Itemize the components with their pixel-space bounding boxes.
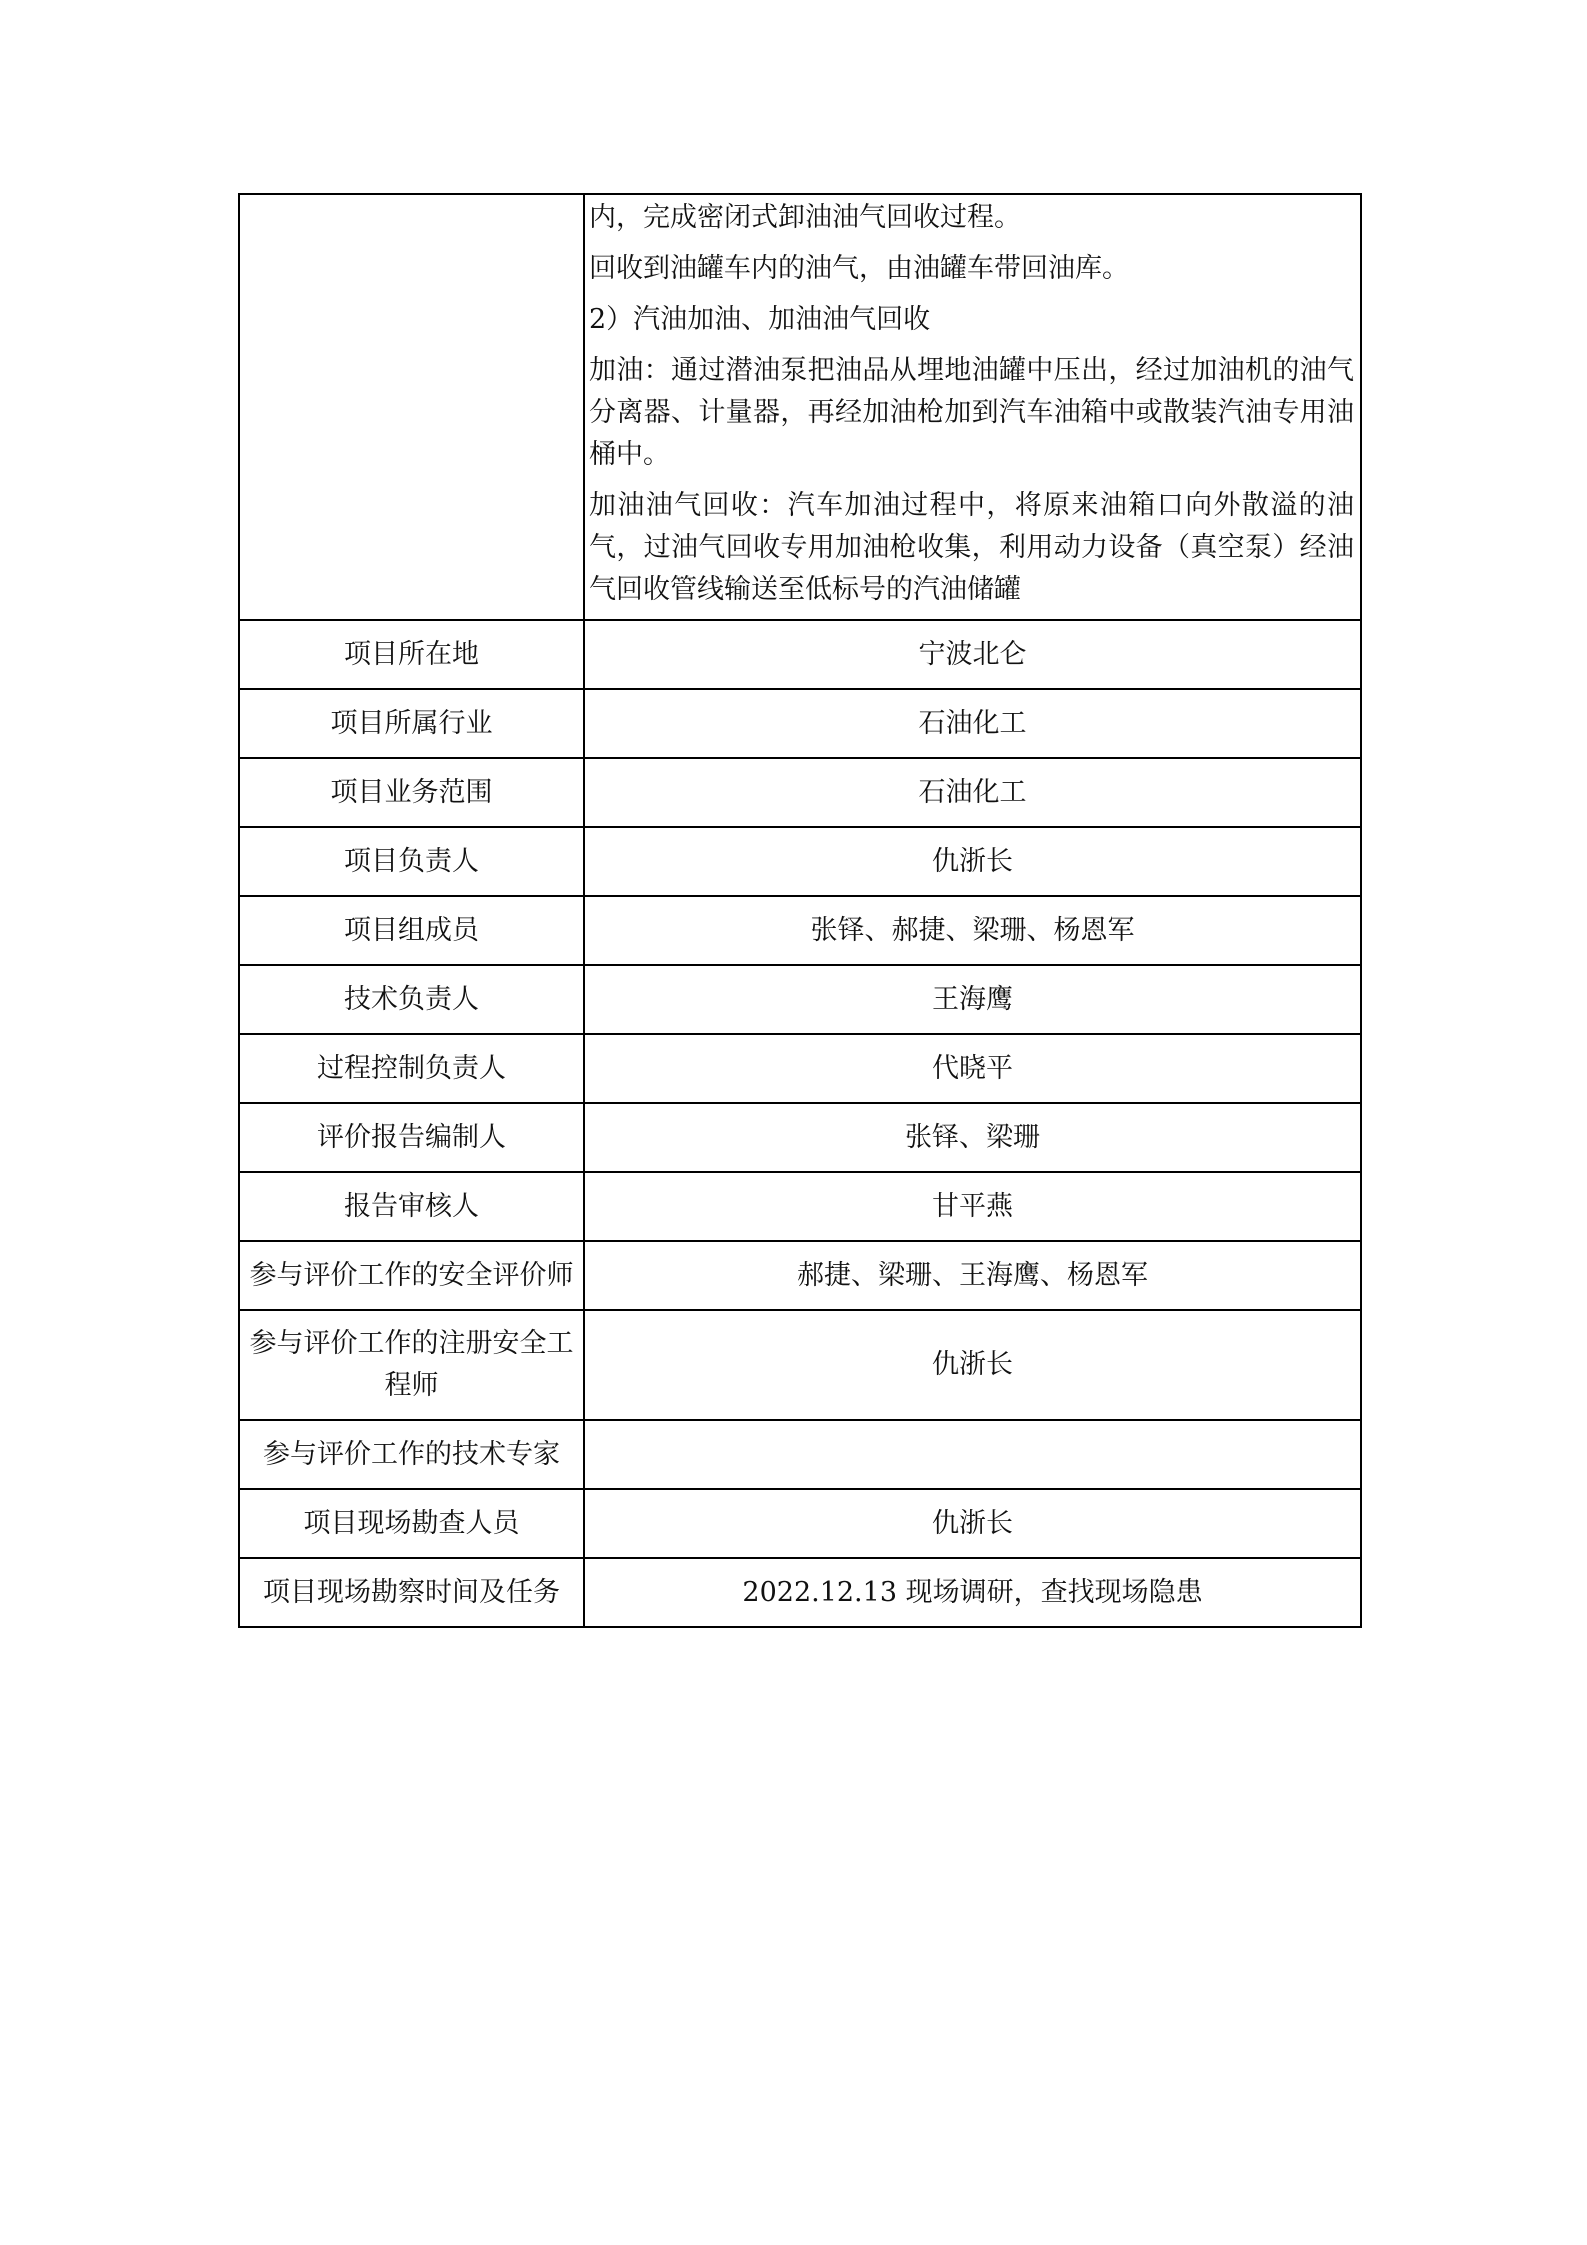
- row-value: 甘平燕: [584, 1172, 1361, 1241]
- table-row: [239, 1558, 1361, 1627]
- row-value: 代晓平: [584, 1034, 1361, 1103]
- row-label: 项目业务范围: [239, 758, 584, 827]
- description-paragraph: 加油油气回收：汽车加油过程中，将原来油箱口向外散溢的油气，过油气回收专用加油枪收集，利用动力设备（真空泵）经油气回收管线输送至低标号的汽油储罐: [589, 490, 1354, 605]
- table-row: [239, 620, 1361, 689]
- row-value: 张铎、梁珊: [584, 1103, 1361, 1172]
- table-row: [239, 965, 1361, 1034]
- table-row-description: [239, 194, 1361, 620]
- table-row: [239, 758, 1361, 827]
- row-label: 项目组成员: [239, 896, 584, 965]
- row-label: 评价报告编制人: [239, 1103, 584, 1172]
- row-value: 2022.12.13 现场调研，查找现场隐患: [584, 1558, 1361, 1627]
- row-value: 石油化工: [584, 689, 1361, 758]
- table-row: [239, 1310, 1361, 1420]
- row-label: 项目负责人: [239, 827, 584, 896]
- row-value: 张铎、郝捷、梁珊、杨恩军: [584, 896, 1361, 965]
- description-label-cell: [239, 194, 584, 620]
- row-value: 郝捷、梁珊、王海鹰、杨恩军: [584, 1241, 1361, 1310]
- table-row: [239, 1103, 1361, 1172]
- row-value: [584, 1420, 1361, 1489]
- row-value: 石油化工: [584, 758, 1361, 827]
- table-row: [239, 1034, 1361, 1103]
- row-label: 项目所在地: [239, 620, 584, 689]
- row-label: 项目所属行业: [239, 689, 584, 758]
- description-paragraph: 内，完成密闭式卸油油气回收过程。: [589, 202, 1021, 233]
- row-label: 报告审核人: [239, 1172, 584, 1241]
- table-row: [239, 827, 1361, 896]
- row-label: 过程控制负责人: [239, 1034, 584, 1103]
- row-value: 仇浙长: [584, 1489, 1361, 1558]
- project-info-table: [238, 193, 1362, 1628]
- description-paragraph: 加油：通过潜油泵把油品从埋地油罐中压出，经过加油机的油气分离器、计量器，再经加油枪加到汽车油箱中或散装汽油专用油桶中。: [589, 355, 1354, 470]
- row-value: 仇浙长: [584, 1310, 1361, 1420]
- row-label: 项目现场勘察时间及任务: [239, 1558, 584, 1627]
- table-row: [239, 1489, 1361, 1558]
- row-label: 技术负责人: [239, 965, 584, 1034]
- row-label: 参与评价工作的注册安全工程师: [239, 1310, 584, 1420]
- row-value: 宁波北仑: [584, 620, 1361, 689]
- table-row: [239, 896, 1361, 965]
- row-value: 王海鹰: [584, 965, 1361, 1034]
- table-row: [239, 1241, 1361, 1310]
- row-value: 仇浙长: [584, 827, 1361, 896]
- table-row: [239, 689, 1361, 758]
- description-text-cell: [584, 194, 1361, 620]
- row-label: 项目现场勘查人员: [239, 1489, 584, 1558]
- table-row: [239, 1172, 1361, 1241]
- description-paragraph: 回收到油罐车内的油气，由油罐车带回油库。: [589, 253, 1129, 284]
- description-paragraph: 2）汽油加油、加油油气回收: [589, 304, 931, 335]
- row-label: 参与评价工作的安全评价师: [239, 1241, 584, 1310]
- table-row: [239, 1420, 1361, 1489]
- row-label: 参与评价工作的技术专家: [239, 1420, 584, 1489]
